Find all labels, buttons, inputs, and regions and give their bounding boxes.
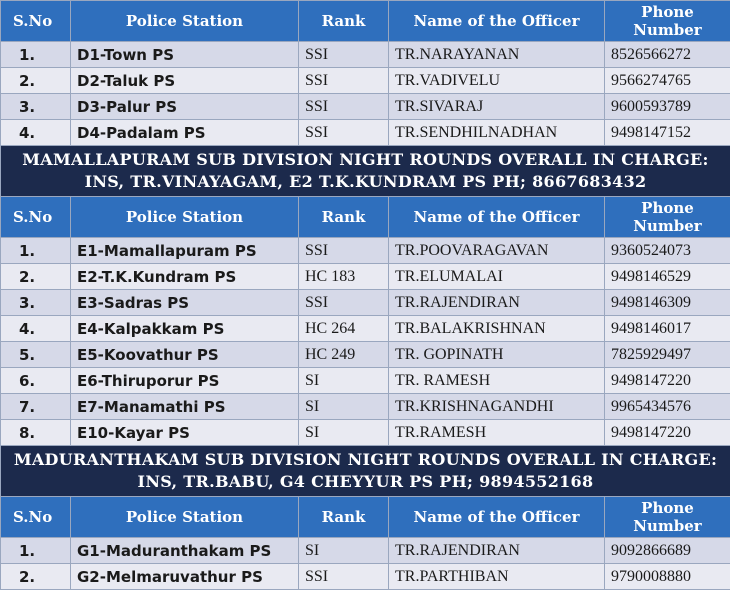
banner-line2: INS, TR.BABU, G4 CHEYYUR PS PH; 9894552168 bbox=[137, 472, 594, 491]
cell-police-station: E2-T.K.Kundram PS bbox=[71, 264, 299, 290]
table-row bbox=[1, 68, 730, 94]
cell-phone-number: 8526566272 bbox=[605, 42, 730, 68]
table-row bbox=[1, 538, 730, 564]
cell-police-station: E3-Sadras PS bbox=[71, 290, 299, 316]
cell-police-station: E5-Koovathur PS bbox=[71, 342, 299, 368]
header-rank: Rank bbox=[299, 1, 389, 42]
cell-officer-name: TR.BALAKRISHNAN bbox=[389, 316, 605, 342]
cell-sno: 5. bbox=[1, 342, 71, 368]
cell-police-station: D2-Taluk PS bbox=[71, 68, 299, 94]
cell-police-station: G1-Maduranthakam PS bbox=[71, 538, 299, 564]
cell-police-station: G2-Melmaruvathur PS bbox=[71, 564, 299, 590]
cell-rank: SSI bbox=[299, 68, 389, 94]
cell-sno: 1. bbox=[1, 42, 71, 68]
cell-officer-name: TR.ELUMALAI bbox=[389, 264, 605, 290]
cell-officer-name: TR.VADIVELU bbox=[389, 68, 605, 94]
cell-rank: SSI bbox=[299, 120, 389, 146]
table-row bbox=[1, 420, 730, 446]
header-police-station: Police Station bbox=[71, 1, 299, 42]
cell-officer-name: TR.SIVARAJ bbox=[389, 94, 605, 120]
table-row bbox=[1, 264, 730, 290]
header-phone-number bbox=[605, 1, 730, 42]
cell-sno: 6. bbox=[1, 368, 71, 394]
cell-police-station: E6-Thiruporur PS bbox=[71, 368, 299, 394]
table-header-row bbox=[1, 1, 730, 42]
subdivision-banner bbox=[1, 146, 730, 197]
cell-officer-name: TR.PARTHIBAN bbox=[389, 564, 605, 590]
cell-rank: HC 264 bbox=[299, 316, 389, 342]
header-phone-number bbox=[605, 197, 730, 238]
table-row bbox=[1, 368, 730, 394]
cell-rank: SI bbox=[299, 394, 389, 420]
table-header-row bbox=[1, 497, 730, 538]
cell-sno: 7. bbox=[1, 394, 71, 420]
header-officer-name: Name of the Officer bbox=[389, 497, 605, 538]
cell-phone-number: 9498146309 bbox=[605, 290, 730, 316]
cell-sno: 2. bbox=[1, 68, 71, 94]
cell-police-station: E4-Kalpakkam PS bbox=[71, 316, 299, 342]
cell-officer-name: TR.KRISHNAGANDHI bbox=[389, 394, 605, 420]
table-row bbox=[1, 394, 730, 420]
cell-sno: 2. bbox=[1, 564, 71, 590]
cell-police-station: E7-Manamathi PS bbox=[71, 394, 299, 420]
cell-sno: 1. bbox=[1, 538, 71, 564]
table-row bbox=[1, 120, 730, 146]
table-row bbox=[1, 94, 730, 120]
officers-table-body bbox=[1, 1, 730, 590]
cell-rank: SSI bbox=[299, 564, 389, 590]
cell-rank: SI bbox=[299, 420, 389, 446]
banner-line1: MADURANTHAKAM SUB DIVISION NIGHT ROUNDS OVERALL IN CHARGE: bbox=[13, 450, 718, 469]
cell-officer-name: TR.RAJENDIRAN bbox=[389, 290, 605, 316]
cell-phone-number: 9790008880 bbox=[605, 564, 730, 590]
cell-rank: SSI bbox=[299, 238, 389, 264]
cell-phone-number: 9360524073 bbox=[605, 238, 730, 264]
cell-phone-number: 9498147220 bbox=[605, 368, 730, 394]
cell-phone-number: 9498146017 bbox=[605, 316, 730, 342]
cell-rank: SSI bbox=[299, 94, 389, 120]
banner-line1: MAMALLAPURAM SUB DIVISION NIGHT ROUNDS OVERALL IN CHARGE: bbox=[22, 150, 709, 169]
cell-rank: SSI bbox=[299, 42, 389, 68]
cell-officer-name: TR.NARAYANAN bbox=[389, 42, 605, 68]
cell-phone-number: 9600593789 bbox=[605, 94, 730, 120]
table-row bbox=[1, 42, 730, 68]
cell-rank: SI bbox=[299, 538, 389, 564]
header-phone-line1: Phone bbox=[641, 3, 694, 21]
cell-phone-number: 7825929497 bbox=[605, 342, 730, 368]
header-phone-line1: Phone bbox=[641, 499, 694, 517]
table-header-row bbox=[1, 197, 730, 238]
table-row bbox=[1, 342, 730, 368]
table-row bbox=[1, 564, 730, 590]
cell-phone-number: 9498146529 bbox=[605, 264, 730, 290]
header-sno: S.No bbox=[1, 197, 71, 238]
cell-sno: 3. bbox=[1, 94, 71, 120]
cell-officer-name: TR.SENDHILNADHAN bbox=[389, 120, 605, 146]
cell-sno: 2. bbox=[1, 264, 71, 290]
header-rank: Rank bbox=[299, 197, 389, 238]
cell-sno: 4. bbox=[1, 120, 71, 146]
header-phone-line2: Number bbox=[633, 21, 702, 39]
header-sno: S.No bbox=[1, 497, 71, 538]
cell-phone-number: 9566274765 bbox=[605, 68, 730, 94]
header-phone-line1: Phone bbox=[641, 199, 694, 217]
banner-cell bbox=[1, 146, 730, 197]
cell-sno: 4. bbox=[1, 316, 71, 342]
cell-phone-number: 9498147152 bbox=[605, 120, 730, 146]
cell-sno: 3. bbox=[1, 290, 71, 316]
header-phone-line2: Number bbox=[633, 217, 702, 235]
cell-police-station: E1-Mamallapuram PS bbox=[71, 238, 299, 264]
cell-officer-name: TR.POOVARAGAVAN bbox=[389, 238, 605, 264]
header-rank: Rank bbox=[299, 497, 389, 538]
cell-officer-name: TR.RAJENDIRAN bbox=[389, 538, 605, 564]
banner-line2: INS, TR.VINAYAGAM, E2 T.K.KUNDRAM PS PH; 8667683432 bbox=[84, 172, 647, 191]
cell-rank: HC 249 bbox=[299, 342, 389, 368]
cell-police-station: D1-Town PS bbox=[71, 42, 299, 68]
cell-police-station: E10-Kayar PS bbox=[71, 420, 299, 446]
cell-sno: 8. bbox=[1, 420, 71, 446]
cell-rank: HC 183 bbox=[299, 264, 389, 290]
header-officer-name: Name of the Officer bbox=[389, 1, 605, 42]
cell-phone-number: 9498147220 bbox=[605, 420, 730, 446]
cell-officer-name: TR.RAMESH bbox=[389, 420, 605, 446]
cell-officer-name: TR. RAMESH bbox=[389, 368, 605, 394]
cell-police-station: D4-Padalam PS bbox=[71, 120, 299, 146]
header-officer-name: Name of the Officer bbox=[389, 197, 605, 238]
header-phone-line2: Number bbox=[633, 517, 702, 535]
header-sno: S.No bbox=[1, 1, 71, 42]
table-row bbox=[1, 238, 730, 264]
subdivision-banner bbox=[1, 446, 730, 497]
table-row bbox=[1, 316, 730, 342]
cell-sno: 1. bbox=[1, 238, 71, 264]
table-row bbox=[1, 290, 730, 316]
cell-officer-name: TR. GOPINATH bbox=[389, 342, 605, 368]
cell-police-station: D3-Palur PS bbox=[71, 94, 299, 120]
header-police-station: Police Station bbox=[71, 197, 299, 238]
cell-phone-number: 9965434576 bbox=[605, 394, 730, 420]
cell-phone-number: 9092866689 bbox=[605, 538, 730, 564]
banner-cell bbox=[1, 446, 730, 497]
cell-rank: SI bbox=[299, 368, 389, 394]
header-phone-number bbox=[605, 497, 730, 538]
header-police-station: Police Station bbox=[71, 497, 299, 538]
cell-rank: SSI bbox=[299, 290, 389, 316]
